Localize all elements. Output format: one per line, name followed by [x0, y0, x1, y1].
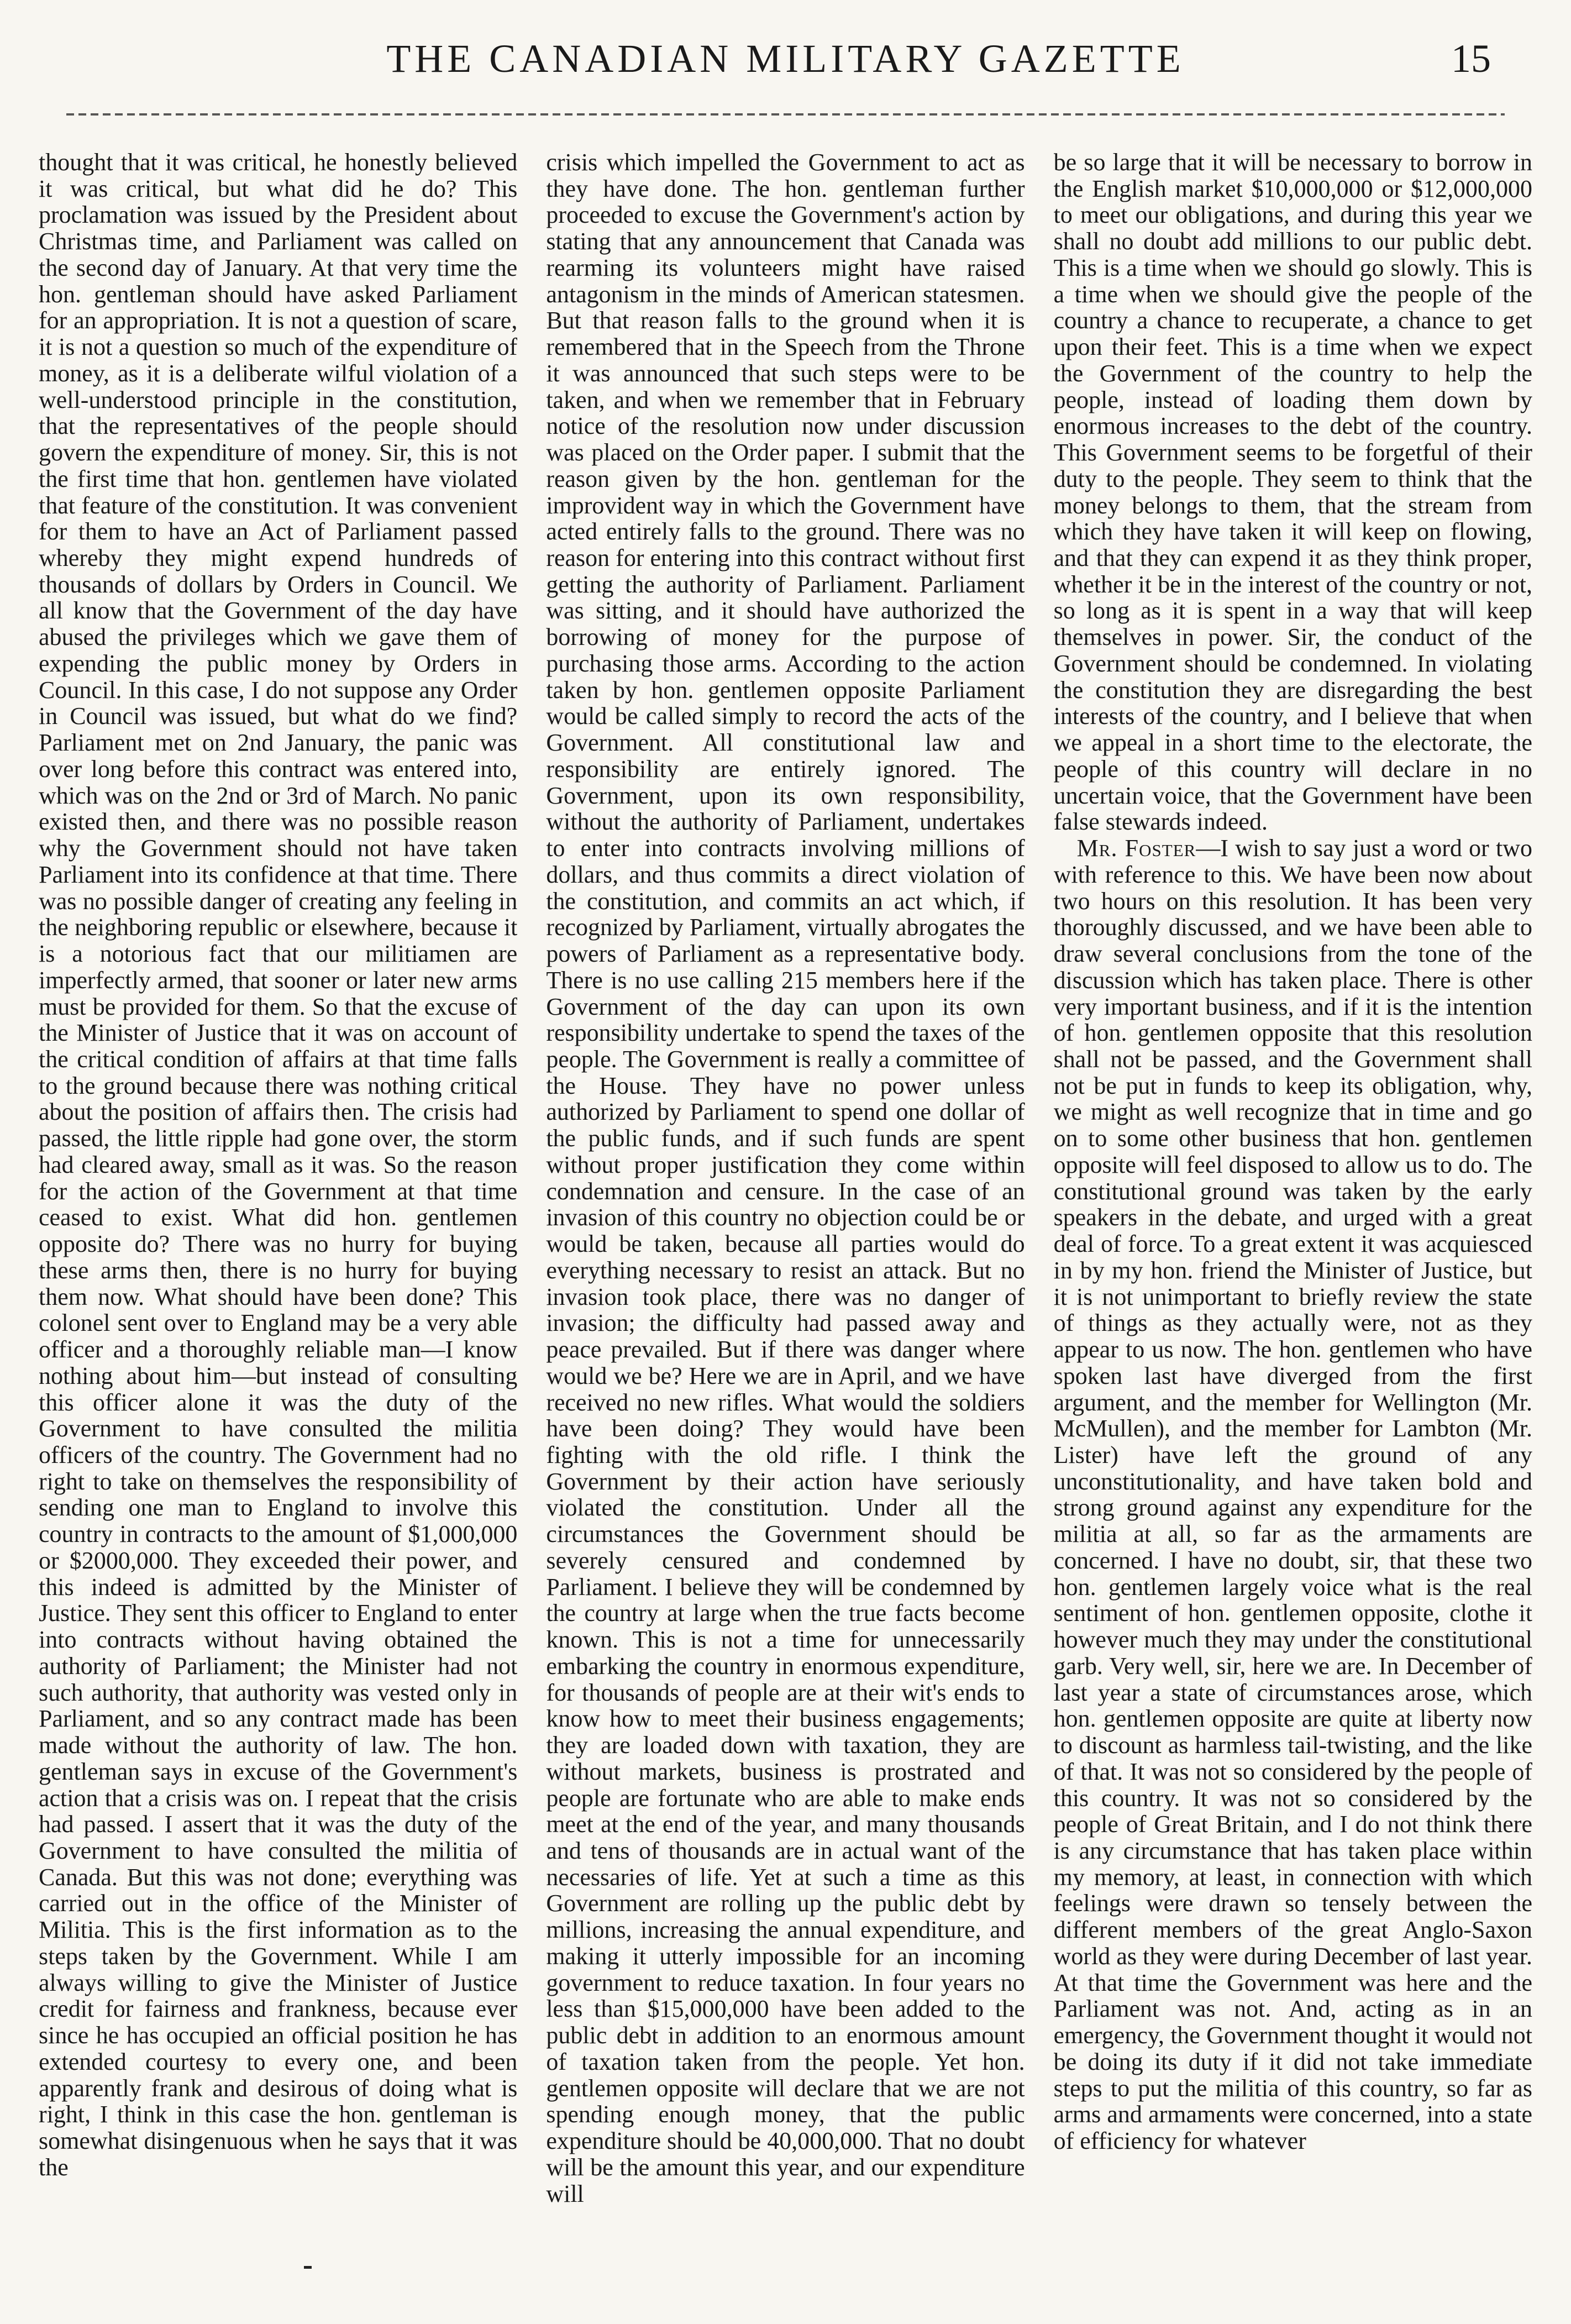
column-left — [39, 149, 517, 2277]
column-middle-text: crisis which impelled the Government to act as they have done. The hon. gentleman further proceeded to excuse the Government's action by stating that any announcement that Canada was rearming its volunteers might have raised antagonism in the minds of American statesmen. But that reason falls to the ground when it is remembered that in the Speech from the Throne it was announced that such steps were to be taken, and when we remember that in February notice of the resolution now under discussion was placed on the Order paper. I submit that the reason given by the hon. gentleman for the improvident way in which the Government have acted entirely falls to the ground. There was no reason for entering into this contract without first getting the authority of Parliament. Parliament was sitting, and it should have authorized the borrowing of money for the purpose of purchasing those arms. According to the action taken by hon. gentlemen opposite Parliament would be called simply to record the acts of the Government. All constitutional law and responsibility are entirely ignored. The Government, upon its own responsibility, without the authority of Parliament, undertakes to enter into contracts involving millions of dollars, and thus commits a direct violation of the constitution, and commits an act which, if recognized by Parliament, virtually abrogates the powers of Parliament as a representative body. There is no use calling 215 members here if the Government of the day can upon its own responsibility undertake to spend the taxes of the people. The Government is really a committee of the House. They have no power unless authorized by Parliament to spend one dollar of the public funds, and if such funds are spent without proper justification they come within condemnation and censure. In the case of an invasion of this country no objection could be or would be taken, because all parties would do everything necessary to resist an attack. But no invasion took place, there was no danger of invasion; the difficulty had passed away and peace prevailed. But if there was danger where would we be? Here we are in April, and we have received no new rifles. What would the soldiers have been doing? They would have been fighting with the old rifle. I think the Government by their action have seriously violated the constitution. Under all the circumstances the Government should be severely censured and condemned by Parliament. I believe they will be condemned by the country at large when the true facts become known. This is not a time for unnecessarily embarking the country in enormous expenditure, for thousands of people are at their wit's ends to know how to meet their business engagements; they are loaded down with taxation, they are without markets, business is prostrated and people are fortunate who are able to make ends meet at the end of the year, and many thousands and tens of thousands are in actual want of the necessaries of life. Yet at such a time as this Government are rolling up the public debt by millions, increasing the annual expenditure, and making it utterly impossible for an incoming government to reduce taxation. In four years no less than $15,000,000 have been added to the public debt in addition to an enormous amount of taxation taken from the people. Yet hon. gentlemen opposite will declare that we are not spending enough money, that the public expenditure should be 40,000,000. That no doubt will be the amount this year, and our expenditure will — [546, 149, 1025, 2207]
foster-speech — [1054, 835, 1532, 2154]
header-rule — [66, 113, 1505, 116]
page-footer-mark — [304, 2266, 312, 2269]
column-right — [1054, 149, 1532, 2277]
article-columns — [39, 149, 1532, 2277]
masthead-title: THE CANADIAN MILITARY GAZETTE — [386, 36, 1185, 81]
column-left-text: thought that it was critical, he honestly believed it was critical, but what did he do? This proclamation was issued by the President about Christmas time, and Parliament was called on the second day of January. At that very time the hon. gentleman should have asked Parliament for an appropriation. It is not a question of scare, it is not a question so much of the expenditure of money, as it is a deliberate wilful violation of a well-understood principle in the constitution, that the representatives of the people should govern the expenditure of money. Sir, this is not the first time that hon. gentlemen have violated that feature of the constitution. It was convenient for them to have an Act of Parliament passed whereby they might expend hundreds of thousands of dollars by Orders in Council. We all know that the Government of the day have abused the privileges which we gave them of expending the public money by Orders in Council. In this case, I do not suppose any Order in Council was issued, but what do we find? Parliament met on 2nd January, the panic was over long before this contract was entered into, which was on the 2nd or 3rd of March. No panic existed then, and there was no possible reason why the Government should not have taken Parliament into its confidence at that time. There was no possible danger of creating any feeling in the neighboring republic or elsewhere, because it is a notorious fact that our militiamen are imperfectly armed, that sooner or later new arms must be provided for them. So that the excuse of the Minister of Justice that it was on account of the critical condition of affairs at that time falls to the ground because there was nothing critical about the position of affairs then. The crisis had passed, the little ripple had gone over, the storm had cleared away, small as it was. So the reason for the action of the Government at that time ceased to exist. What did hon. gentlemen opposite do? There was no hurry for buying these arms then, there is no hurry for buying them now. What should have been done? This colonel sent over to England may be a very able officer and a thoroughly reliable man—I know nothing about him—but instead of consulting this officer alone it was the duty of the Government to have consulted the militia officers of the country. The Government had no right to take on themselves the responsibility of sending one man to England to involve this country in contracts to the amount of $1,000,000 or $2000,000. They exceeded their power, and this indeed is admitted by the Minister of Justice. They sent this officer to England to enter into contracts without having obtained the authority of Parliament; the Minister had not such authority, that authority was vested only in Parliament, and so any contract made has been made without the authority of law. The hon. gentleman says in excuse of the Government's action that a crisis was on. I repeat that the crisis had passed. I assert that it was the duty of the Government to have consulted the militia of Canada. But this was not done; everything was carried out in the office of the Minister of Militia. This is the first information as to the steps taken by the Government. While I am always willing to give the Minister of Justice credit for fairness and frankness, because ever since he has occupied an official position he has extended courtesy to every one, and been apparently frank and desirous of doing what is right, I think in this case the hon. gentleman is somewhat disingenuous when he says that it was the — [39, 149, 518, 2181]
page-number: 15 — [1451, 36, 1491, 81]
column-middle — [546, 149, 1024, 2277]
speaker-name: Mr. Foster — [1076, 835, 1196, 862]
speech-text: —I wish to say just a word or two with reference to this. We have been now about two hours on this resolution. It has been very thoroughly discussed, and we have been able to draw several conclusions from the tone of the discussion which has taken place. There is other very important business, and if it is the intention of hon. gentlemen opposite that this resolution shall not be passed, and the Government shall not be put in funds to keep its obligation, why, we might as well recognize that in time and go on to some other business that hon. gentlemen opposite will feel disposed to allow us to do. The constitutional ground was taken by the early speakers in the debate, and urged with a great deal of force. To a great extent it was acquiesced in by my hon. friend the Minister of Justice, but it is not unimportant to briefly review the state of things as they actually were, not as they appear to us now. The hon. gentlemen who have spoken last have diverged from the first argument, and the member for Wellington (Mr. McMullen), and the member for Lambton (Mr. Lister) have left the ground of any unconstitutionality, and have taken bold and strong ground against any expenditure for the militia at all, so far as the armaments are concerned. I have no doubt, sir, that these two hon. gentlemen largely voice what is the real sentiment of hon. gentlemen opposite, clothe it however much they may under the constitutional garb. Very well, sir, here we are. In December of last year a state of circumstances arose, which hon. gentlemen opposite are quite at liberty now to discount as harmless tail-twisting, and the like of that. It was not so considered by the people of this country. It was not so considered by the people of Great Britain, and I do not think there is any circumstance that has taken place within my memory, at least, in connection with which feelings were drawn so tensely between the different members of the great Anglo-Saxon world as they were during December of last year. At that time the Government was here and the Parliament was not. And, acting as in an emergency, the Government thought it would not be doing its duty if it did not take immediate steps to put the militia of this country, so far as arms and armaments were concerned, into a state of efficiency for whatever — [1053, 835, 1532, 2155]
column-right-text: be so large that it will be necessary to borrow in the English market $10,000,000 or $12,000,000 to meet our obligations, and during this year we shall no doubt add millions to our public debt. This is a time when we should go slowly. This is a time when we should give the people of the country a chance to recuperate, a chance to get upon their feet. This is a time when we expect the Government of the country to help the people, instead of loading them down by enormous increases to the debt of the country. This Government seems to be forgetful of their duty to the people. They seem to think that the money belongs to them, that the stream from which they have taken it will keep on flowing, and that they can expend it as they think proper, whether it be in the interest of the country or not, so long as it is spent in a way that will keep themselves in power. Sir, the conduct of the Government should be condemned. In violating the constitution they are disregarding the best interests of the country, and I believe that when we appeal in a short time to the electorate, the people of this country will declare in no uncertain voice, that the Government have been false stewards indeed. — [1053, 149, 1532, 836]
page-header — [66, 36, 1505, 99]
